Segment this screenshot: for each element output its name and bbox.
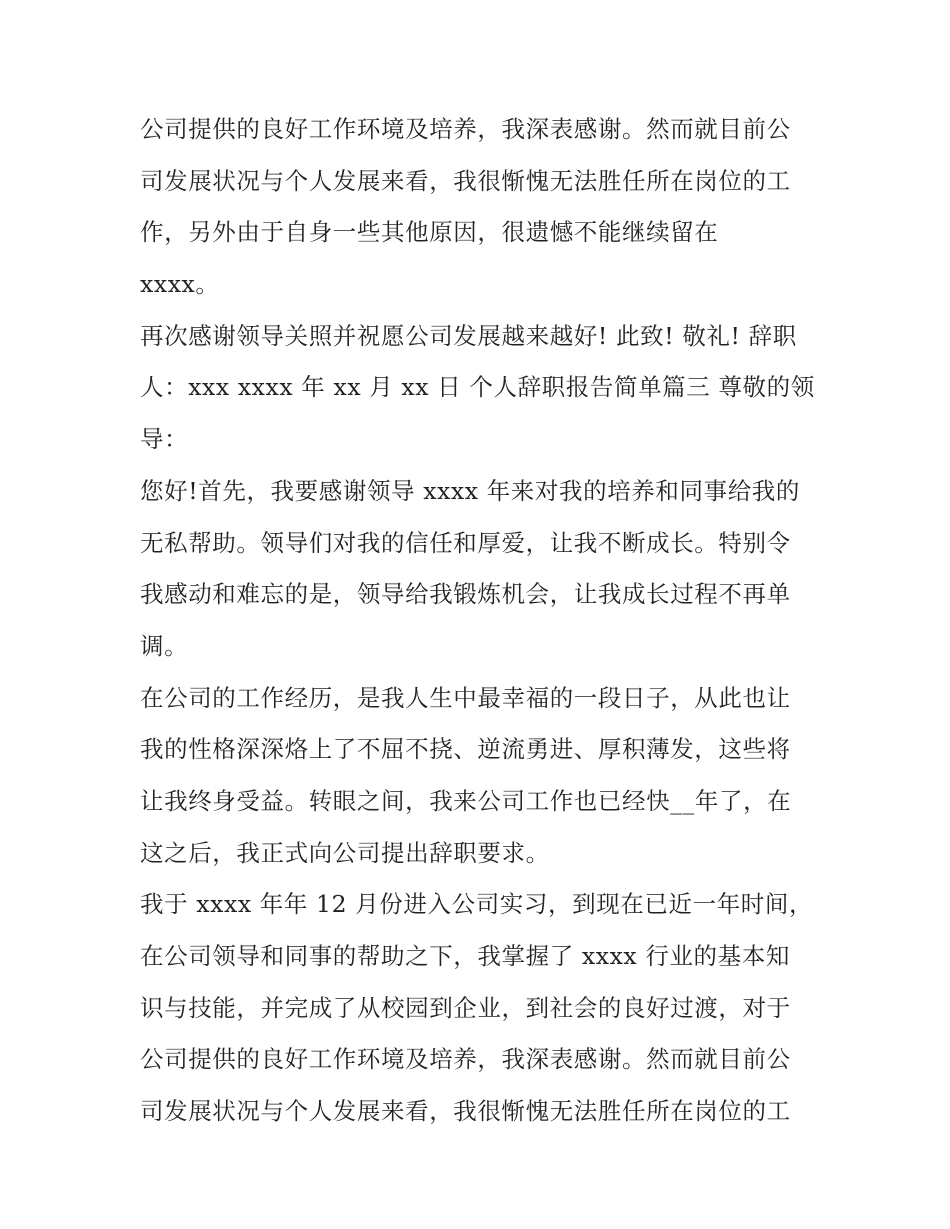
text-line: 再次感谢领导关照并祝愿公司发展越来越好! 此致! 敬礼! 辞职 (140, 321, 797, 350)
text-line: 作，另外由于自身一些其他原因，很遗憾不能继续留在 (140, 218, 719, 247)
text-line: 导： (140, 425, 189, 454)
text-line: 无私帮助。领导们对我的信任和厚爱，让我不断成长。特别令 (140, 528, 791, 557)
text-line: 司发展状况与个人发展来看，我很惭愧无法胜任所在岗位的工 (140, 1097, 791, 1126)
text-line: 调。 (140, 631, 189, 660)
text-line: xxxx。 (140, 270, 220, 299)
text-line: 这之后，我正式向公司提出辞职要求。 (140, 838, 550, 867)
text-line: 我感动和难忘的是，领导给我锻炼机会，让我成长过程不再单 (140, 580, 791, 609)
text-line: 我的性格深深烙上了不屈不挠、逆流勇进、厚积薄发，这些将 (140, 735, 791, 764)
text-line: 在公司的工作经历，是我人生中最幸福的一段日子，从此也让 (140, 683, 791, 712)
text-line: 人：xxx xxxx 年 xx 月 xx 日 个人辞职报告简单篇三 尊敬的领 (140, 373, 815, 402)
text-line: 公司提供的良好工作环境及培养，我深表感谢。然而就目前公 (140, 115, 791, 143)
text-line: 在公司领导和同事的帮助之下，我掌握了 xxxx 行业的基本知 (140, 942, 790, 970)
text-line: 公司提供的良好工作环境及培养，我深表感谢。然而就目前公 (140, 1045, 791, 1074)
document-body (140, 104, 820, 1138)
text-line: 识与技能，并完成了从校园到企业，到社会的良好过渡，对于 (140, 993, 791, 1022)
text-line: 我于 xxxx 年年 12 月份进入公司实习，到现在已近一年时间， (140, 890, 814, 919)
text-line: 让我终身受益。转眼之间，我来公司工作也已经快__年了，在 (140, 786, 792, 815)
text-line: 您好!首先，我要感谢领导 xxxx 年来对我的培养和同事给我的 (140, 476, 800, 505)
text-line: 司发展状况与个人发展来看，我很惭愧无法胜任所在岗位的工 (140, 166, 791, 195)
